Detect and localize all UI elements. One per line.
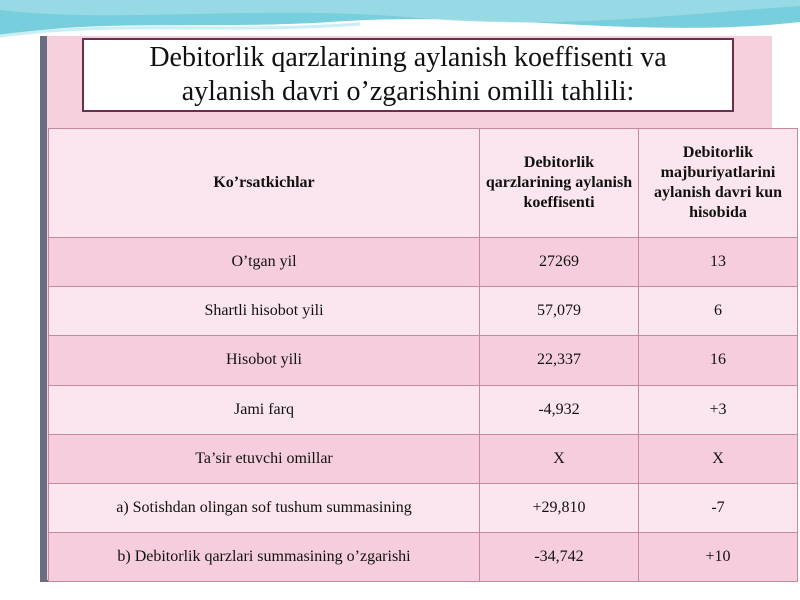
table-row [49, 238, 798, 287]
row-ratio-value: 27269 [480, 238, 639, 287]
row-days-value: +3 [639, 385, 798, 434]
table-row [49, 434, 798, 483]
row-days-value: +10 [639, 532, 798, 581]
row-label: Shartli hisobot yili [49, 287, 480, 336]
table-row [49, 385, 798, 434]
row-label: O’tgan yil [49, 238, 480, 287]
row-ratio-value: +29,810 [480, 483, 639, 532]
row-label: b) Debitorlik qarzlari summasining o’zgarishi [49, 532, 480, 581]
row-ratio-value: -4,932 [480, 385, 639, 434]
row-label: Jami farq [49, 385, 480, 434]
row-label: Ta’sir etuvchi omillar [49, 434, 480, 483]
row-label: a) Sotishdan olingan sof tushum summasining [49, 483, 480, 532]
table-row [49, 532, 798, 581]
table-row [49, 336, 798, 385]
row-ratio-value: 22,337 [480, 336, 639, 385]
row-label: Hisobot yili [49, 336, 480, 385]
header-indicators: Ko’rsatkichlar [49, 129, 480, 238]
row-ratio-value: X [480, 434, 639, 483]
table-row [49, 287, 798, 336]
row-days-value: -7 [639, 483, 798, 532]
row-days-value: 16 [639, 336, 798, 385]
title-line-1: Debitorlik qarzlarining aylanish koeffisenti va [149, 42, 667, 73]
header-turnover-ratio: Debitorlik qarzlarining aylanish koeffisenti [480, 129, 639, 238]
header-turnover-days: Debitorlik majburiyatlarini aylanish davri kun hisobida [639, 129, 798, 238]
row-ratio-value: -34,742 [480, 532, 639, 581]
table-header-row [49, 129, 798, 238]
analysis-table [48, 128, 798, 582]
row-days-value: X [639, 434, 798, 483]
slide-title [82, 38, 734, 112]
table-row [49, 483, 798, 532]
title-line-2: aylanish davri o’zgarishini omilli tahlili: [181, 76, 635, 107]
row-days-value: 6 [639, 287, 798, 336]
row-ratio-value: 57,079 [480, 287, 639, 336]
row-days-value: 13 [639, 238, 798, 287]
